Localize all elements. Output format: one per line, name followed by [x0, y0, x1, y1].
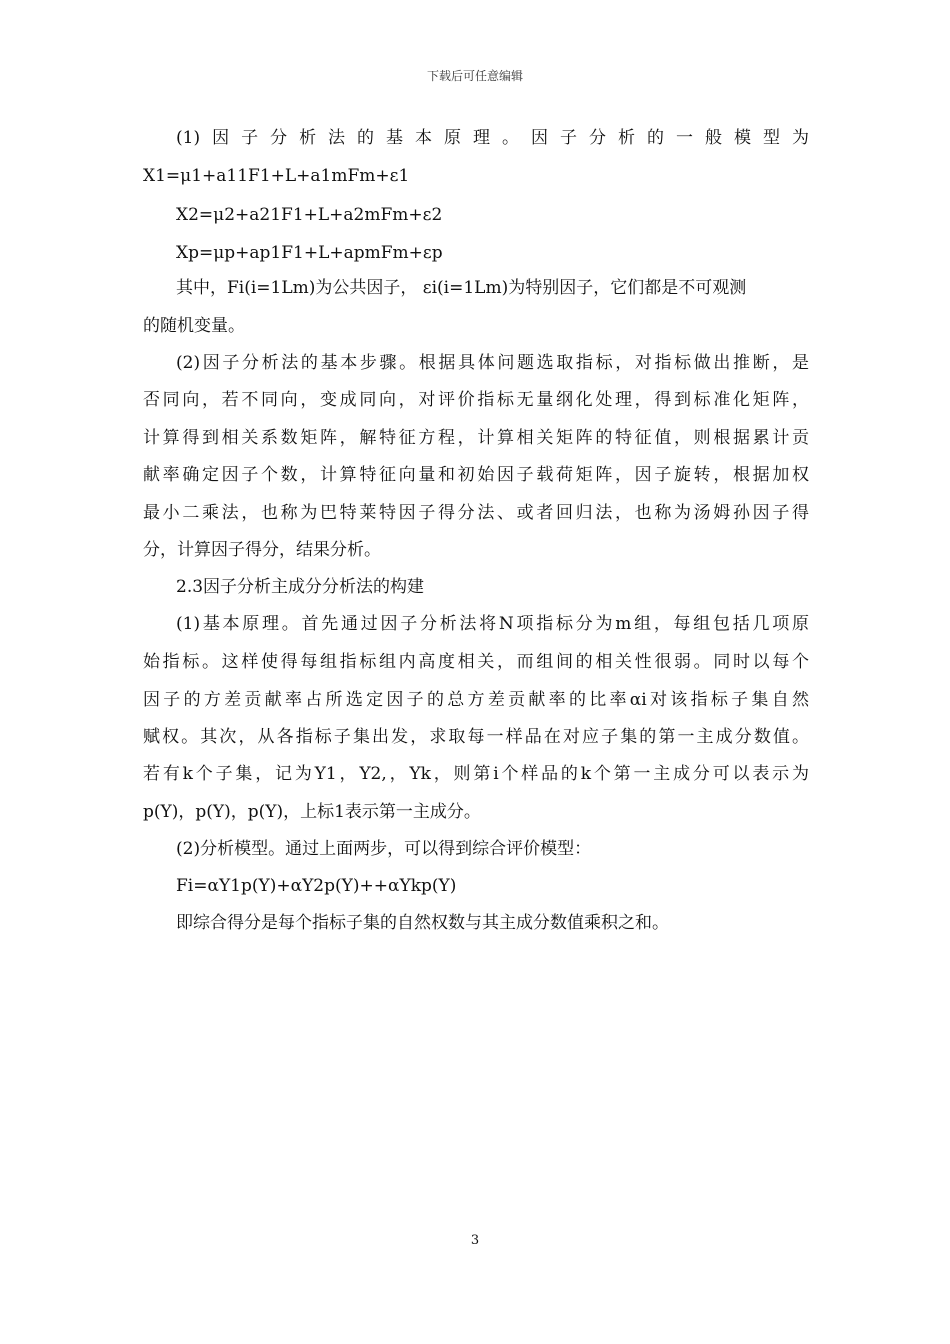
section-heading: 2.3因子分析主成分分析法的构建 [176, 577, 425, 597]
formula-line: Fi=αY1p(Y)+αY2p(Y)++αYkp(Y) [176, 876, 457, 896]
paragraph-line: 分，计算因子得分，结果分析。 [143, 540, 381, 560]
paragraph-line: (2)分析模型。通过上面两步，可以得到综合评价模型： [176, 839, 592, 859]
paragraph-line: 献率确定因子个数，计算特征向量和初始因子载荷矩阵，因子旋转，根据加权 [143, 465, 809, 485]
paragraph-line: 其中，Fi(i=1Lm)为公共因子， εi(i=1Lm)为特别因子，它们都是不可观测 [176, 278, 747, 298]
paragraph-line: 的随机变量。 [143, 316, 245, 336]
paragraph-line: 若有k个子集，记为Y1，Y2,，Yk，则第i个样品的k个第一主成分可以表示为 [143, 764, 809, 784]
paragraph-line: (1)基本原理。首先通过因子分析法将N项指标分为m组，每组包括几项原 [176, 614, 809, 634]
page-header: 下载后可任意编辑 [426, 69, 523, 83]
paragraph-line: 计算得到相关系数矩阵，解特征方程，计算相关矩阵的特征值，则根据累计贡 [143, 428, 809, 448]
paragraph-line: 因子的方差贡献率占所选定因子的总方差贡献率的比率αi对该指标子集自然 [143, 690, 809, 710]
paragraph-line: 赋权。其次，从各指标子集出发，求取每一样品在对应子集的第一主成分数值。 [143, 727, 809, 747]
page-number: 3 [470, 1233, 480, 1248]
paragraph-line: (2)因子分析法的基本步骤。根据具体问题选取指标，对指标做出推断，是 [176, 353, 809, 373]
paragraph-line: 否同向，若不同向，变成同向，对评价指标无量纲化处理，得到标准化矩阵， [143, 390, 809, 410]
formula-line: X1=μ1+a11F1+L+a1mFm+ε1 [143, 166, 410, 186]
formula-line: Xp=μp+ap1F1+L+apmFm+εp [176, 243, 443, 263]
paragraph-line: (1)因子分析法的基本原理。因子分析的一般模型为 [176, 128, 809, 148]
paragraph-line: p(Y)，p(Y)，p(Y)，上标1表示第一主成分。 [143, 802, 481, 822]
paragraph-line: 始指标。这样使得每组指标组内高度相关，而组间的相关性很弱。同时以每个 [143, 652, 809, 672]
paragraph-line: 即综合得分是每个指标子集的自然权数与其主成分数值乘积之和。 [176, 913, 669, 933]
paragraph-line: 最小二乘法，也称为巴特莱特因子得分法、或者回归法，也称为汤姆孙因子得 [143, 503, 809, 523]
formula-line: X2=μ2+a21F1+L+a2mFm+ε2 [176, 205, 443, 225]
